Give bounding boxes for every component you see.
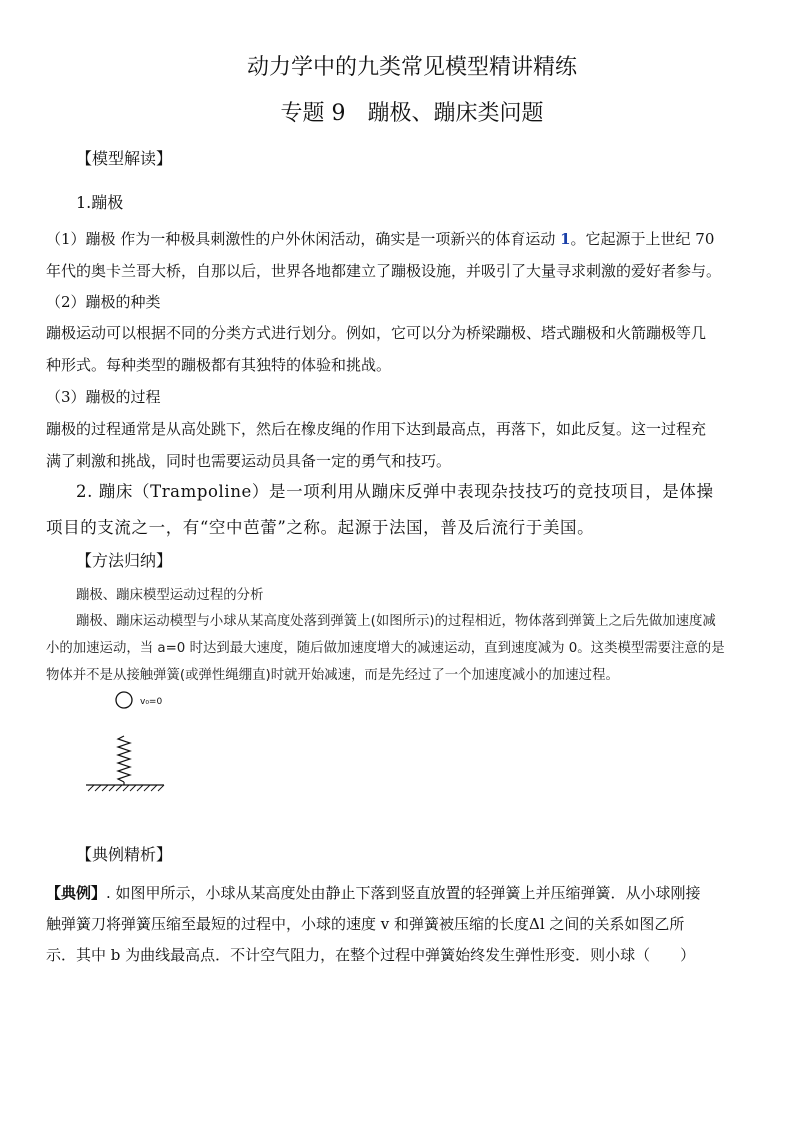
ground-hatch (88, 785, 164, 791)
paragraph-bungee-intro (46, 228, 714, 249)
section-heading-method: 【方法归纳】 (76, 551, 173, 570)
section-heading-example: 【典例精析】 (76, 845, 173, 864)
method-subheading: 蹦极、蹦床模型运动过程的分析 (76, 588, 264, 603)
paragraph-text: 。它起源于上世纪 70 (570, 230, 715, 248)
method-paragraph-line1: 蹦极、蹦床运动模型与小球从某高度处落到弹簧上(如图所示)的过程相近，物体落到弹簧上之后先做加速度减 (76, 614, 716, 629)
ball-icon (116, 692, 132, 708)
reference-number: 1 (560, 230, 571, 248)
paragraph-text: （1）蹦极 作为一种极具刺激性的户外休闲活动，确实是一项新兴的体育运动 (46, 230, 561, 248)
initial-velocity-label: v₀=0 (140, 697, 163, 707)
paragraph-trampoline-line1: 2. 蹦床（Trampoline）是一项利用从蹦床反弹中表现杂技技巧的竞技项目，是体操 (76, 482, 714, 501)
paragraph-trampoline-line2: 项目的支流之一，有“空中芭蕾”之称。起源于法国，普及后流行于美国。 (46, 518, 595, 537)
method-paragraph-line2: 小的加速运动，当 a=0 时达到最大速度，随后做加速度增大的减速运动，直到速度减为 0。这类模型需要注意的是 (46, 641, 725, 656)
ball-spring-diagram (84, 688, 204, 798)
example-line3: 示．其中 b 为曲线最高点．不计空气阻力，在整个过程中弹簧始终发生弹性形变．则小球（ ） (46, 946, 696, 964)
subsection-title-process: （3）蹦极的过程 (46, 388, 161, 406)
paragraph-types-line1: 蹦极运动可以根据不同的分类方式进行划分。例如，它可以分为桥梁蹦极、塔式蹦极和火箭蹦极等几 (46, 324, 707, 342)
ball-spring-figure (84, 688, 204, 798)
document-title: 动力学中的九类常见模型精讲精练 (246, 55, 577, 80)
paragraph-bungee-intro-line2: 年代的奥卡兰哥大桥，自那以后，世界各地都建立了蹦极设施，并吸引了大量寻求刺激的爱好者参与。 (46, 262, 722, 280)
spring-icon (118, 736, 130, 782)
item1-title: 1.蹦极 (76, 193, 124, 212)
paragraph-types-line2: 种形式。每种类型的蹦极都有其独特的体验和挑战。 (46, 356, 392, 374)
example-line1 (46, 882, 701, 903)
paragraph-process-line1: 蹦极的过程通常是从高处跳下，然后在橡皮绳的作用下达到最高点，再落下，如此反复。这一过程充 (46, 420, 707, 438)
paragraph-process-line2: 满了刺激和挑战，同时也需要运动员具备一定的勇气和技巧。 (46, 452, 452, 470)
document-subtitle: 专题 9 蹦极、蹦床类问题 (280, 101, 544, 126)
example-line2: 触弹簧刀将弹簧压缩至最短的过程中，小球的速度 v 和弹簧被压缩的长度Δl 之间的关系如图乙所 (46, 915, 685, 933)
section-heading-model: 【模型解读】 (76, 149, 173, 168)
example-tag: 【典例】 (46, 884, 107, 902)
method-paragraph-line3: 物体并不是从接触弹簧(或弹性绳绷直)时就开始减速，而是先经过了一个加速度减小的加速过程。 (46, 668, 619, 683)
subsection-title-types: （2）蹦极的种类 (46, 293, 161, 311)
example-text: . 如图甲所示，小球从某高度处由静止下落到竖直放置的轻弹簧上并压缩弹簧．从小球刚接 (106, 884, 701, 902)
